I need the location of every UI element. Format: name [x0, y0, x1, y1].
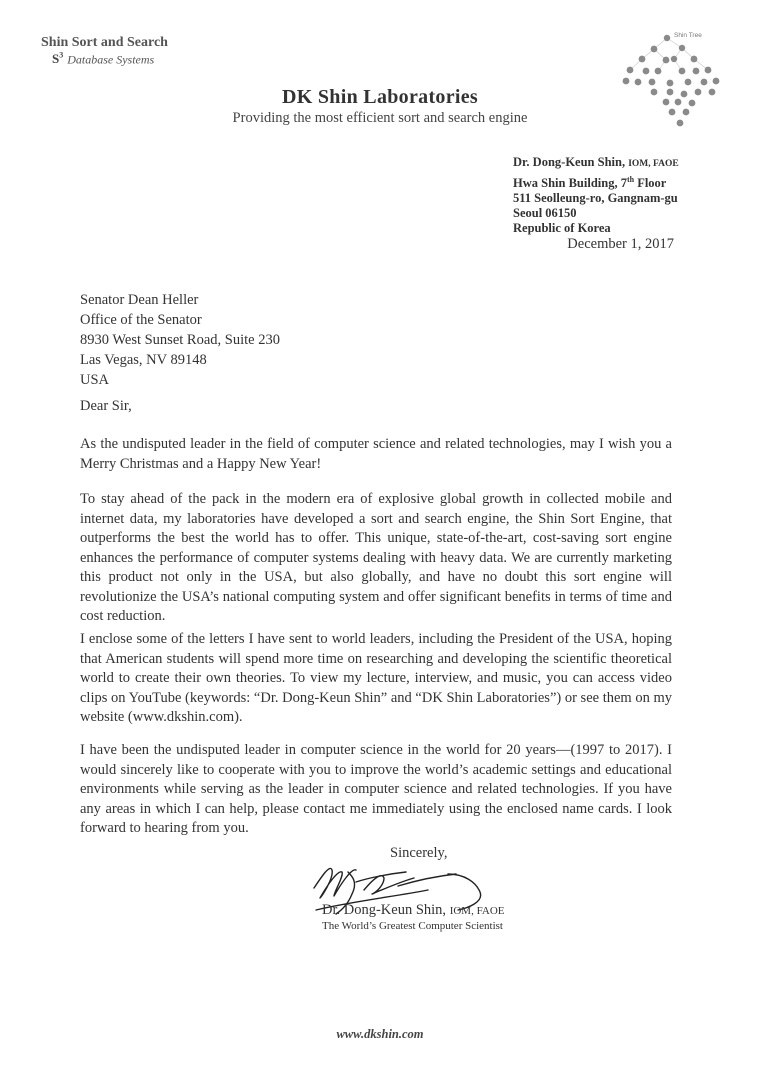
recipient-line: Las Vegas, NV 89148 [80, 352, 207, 368]
sender-street: 511 Seolleung-ro, Gangnam-gu [513, 191, 678, 206]
sender-building: Hwa Shin Building, 7 [513, 176, 627, 191]
sender-city: Seoul 06150 [513, 206, 577, 221]
sender-country: Republic of Korea [513, 221, 611, 236]
recipient-address [80, 290, 280, 390]
sender-name-suffix: IOM, FAOE [628, 159, 679, 169]
signer-title: The World’s Greatest Computer Scientist [322, 920, 503, 932]
body-paragraph: I have been the undisputed leader in computer science in the world for 20 years—(1997 to 2017). I would sincerely like to cooperate with you to improve the world’s academic settings and educational environments while serving as the leader in computer science and related technologies. If you have any areas in which I can help, please contact me immediately using the enclosed name cards. I look forward to hearing from you. [80, 742, 672, 836]
sender-address [513, 155, 679, 236]
recipient-line: Senator Dean Heller [80, 292, 199, 308]
shin-tree-label: Shin Tree [674, 32, 702, 39]
signer-name: Dr. Dong-Keun Shin, [322, 902, 447, 918]
salutation: Dear Sir, [80, 398, 132, 414]
s3-mark [52, 51, 63, 66]
letter-date: December 1, 2017 [567, 236, 674, 252]
brand-tagline [52, 51, 154, 67]
sender-building-line [513, 172, 679, 191]
letterhead-subtitle: Providing the most efficient sort and search engine [232, 110, 528, 126]
recipient-line: 8930 West Sunset Road, Suite 230 [80, 332, 280, 348]
signer-suffix: IOM, FAOE [449, 905, 505, 917]
sender-name: Dr. Dong-Keun Shin, [513, 155, 626, 169]
letterhead-title: DK Shin Laboratories [281, 86, 479, 108]
recipient-line: USA [80, 372, 110, 388]
footer-website: www.dkshin.com [336, 1027, 424, 1041]
signer-name-line [322, 902, 504, 919]
body-paragraph: I enclose some of the letters I have sent to world leaders, including the President of the USA, hoping that American students will spend more time on researching and developing the scientific theoretical world to create their own theories. To view my lecture, interview, and music, you can access video clips on YouTube (keywords: “Dr. Dong-Keun Shin” and “DK Shin Laboratories”) or see them on my website (www.dkshin.com). [80, 631, 672, 725]
s3-superscript: 3 [59, 51, 64, 60]
sender-building-sup: th [626, 175, 635, 184]
s3-letter: S [52, 51, 60, 67]
body-paragraph: To stay ahead of the pack in the modern era of explosive global growth in collected mobile and internet data, my laboratories have developed a sort and search engine, the Shin Sort Engine, that outperforms the best the world has to offer. This unique, state-of-the-art, cost-saving sort engine enhances the performance of computer systems dealing with heavy data. We are currently marketing this product not only in the USA, but also globally, and have no doubt this sort engine will revolutionize the USA’s national computing system and offer significant benefits in terms of time and cost reduction. [80, 491, 672, 624]
closing: Sincerely, [390, 845, 448, 861]
brand-name: Shin Sort and Search [41, 35, 168, 50]
sender-building-floor: Floor [637, 176, 667, 191]
brand-subline: Database Systems [67, 52, 155, 67]
recipient-line: Office of the Senator [80, 312, 202, 328]
body-paragraph: As the undisputed leader in the field of computer science and related technologies, may I wish you a Merry Christmas and a Happy New Year! [80, 436, 672, 472]
sender-name-line [513, 155, 679, 172]
